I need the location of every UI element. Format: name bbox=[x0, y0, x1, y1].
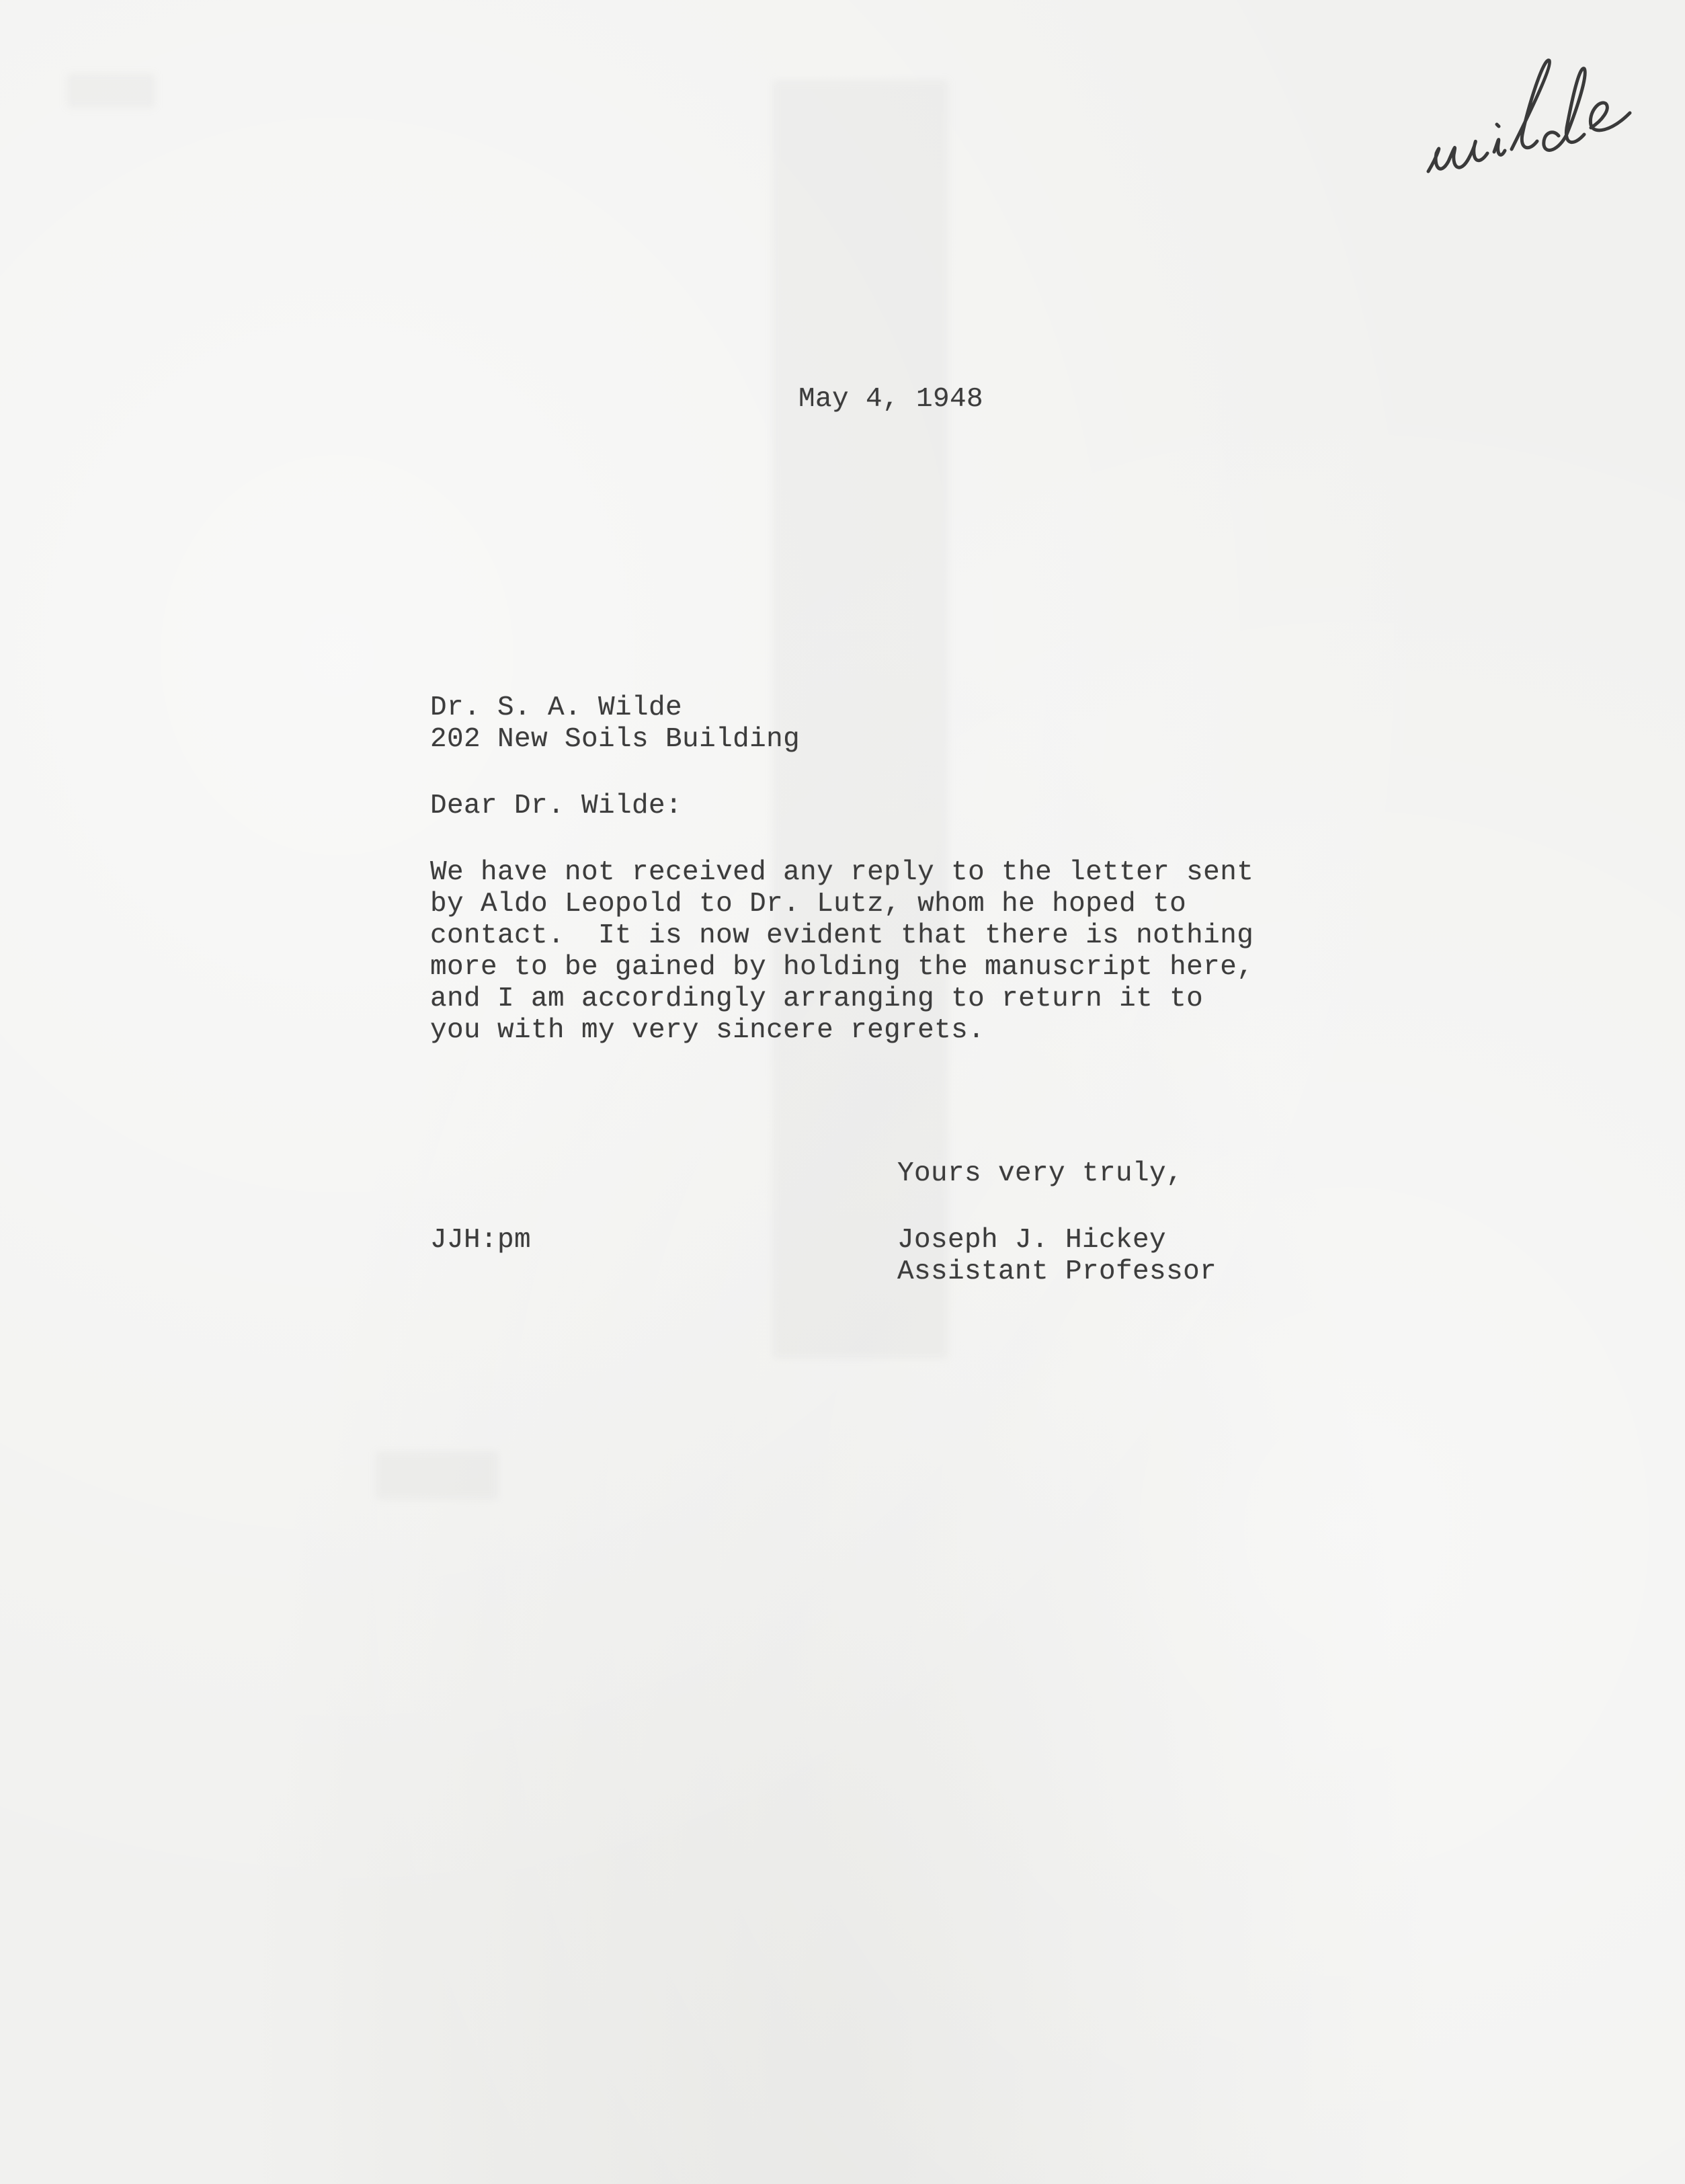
signature-title: Assistant Professor bbox=[897, 1256, 1217, 1287]
reference-initials: JJH:pm bbox=[430, 1225, 532, 1256]
recipient-address: 202 New Soils Building bbox=[430, 724, 800, 755]
salutation: Dear Dr. Wilde: bbox=[430, 791, 683, 821]
scan-artifact bbox=[67, 74, 155, 108]
body-line: and I am accordingly arranging to return it to bbox=[430, 983, 1204, 1014]
body-line: by Aldo Leopold to Dr. Lutz, whom he hoped to bbox=[430, 889, 1187, 920]
recipient-name: Dr. S. A. Wilde bbox=[430, 692, 683, 723]
signature-name: Joseph J. Hickey bbox=[897, 1225, 1167, 1256]
handwritten-wilde-annotation bbox=[1415, 34, 1657, 215]
body-line: more to be gained by holding the manuscript here, bbox=[430, 952, 1254, 983]
closing: Yours very truly, bbox=[897, 1158, 1184, 1189]
body-line: We have not received any reply to the letter sent bbox=[430, 857, 1254, 888]
body-line: contact. It is now evident that there is nothing bbox=[430, 920, 1254, 951]
scan-artifact bbox=[376, 1452, 497, 1499]
body-line: you with my very sincere regrets. bbox=[430, 1015, 985, 1046]
letter-date: May 4, 1948 bbox=[798, 384, 984, 415]
